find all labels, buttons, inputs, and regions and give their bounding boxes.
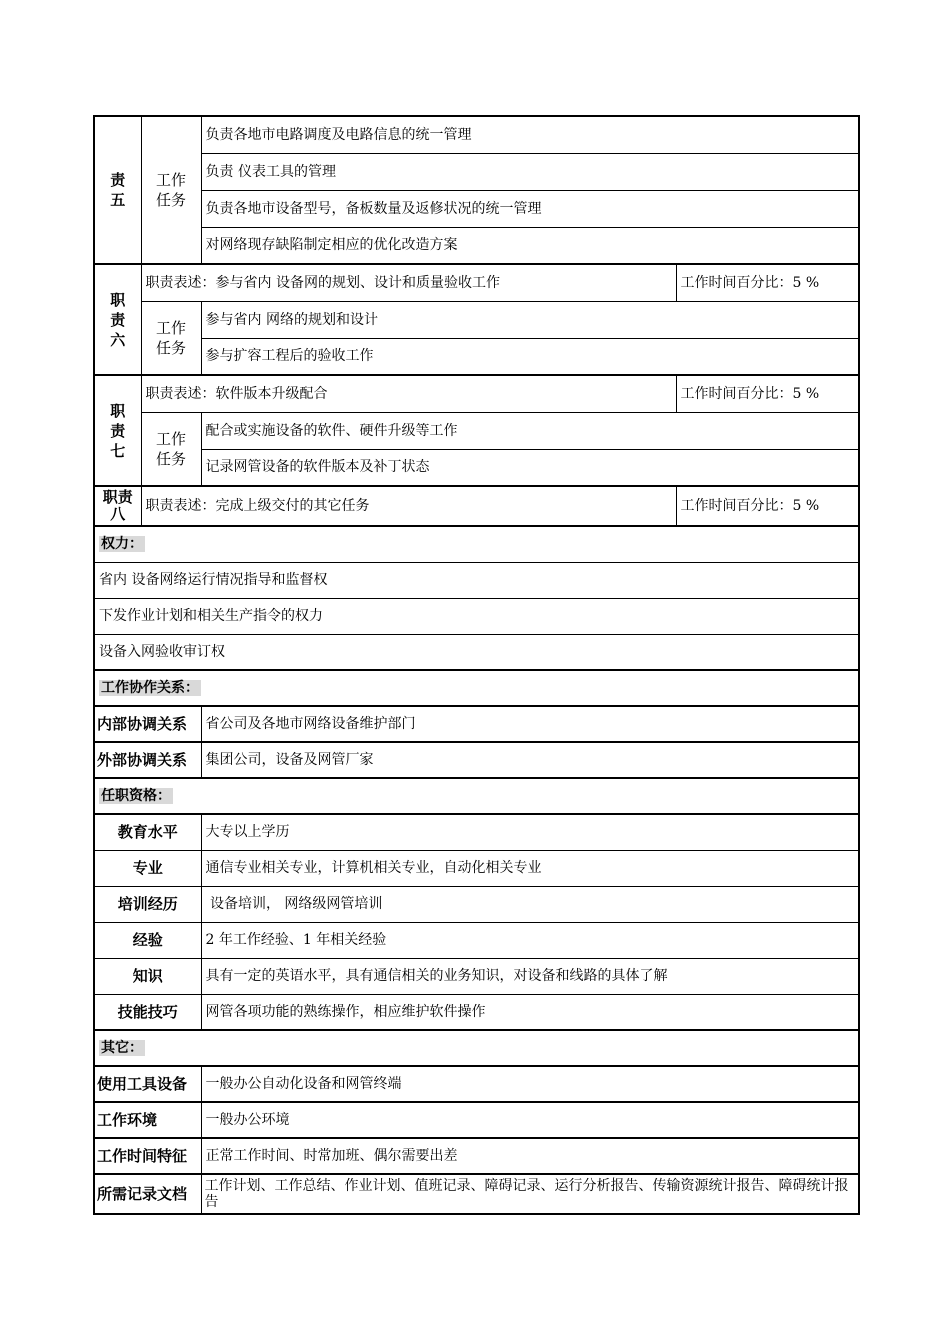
training-value: 设备培训， 网络级网管培训 bbox=[201, 886, 859, 922]
duty-5-task: 对网络现存缺陷制定相应的优化改造方案 bbox=[201, 227, 859, 264]
duty-7-label: 职 责 七 bbox=[94, 375, 141, 486]
records-value: 工作计划、工作总结、作业计划、值班记录、障碍记录、运行分析报告、传输资源统计报告、障碍统计报告 bbox=[201, 1174, 859, 1214]
work-time-value: 正常工作时间、时常加班、偶尔需要出差 bbox=[201, 1138, 859, 1174]
duty-7-task: 记录网管设备的软件版本及补丁状态 bbox=[201, 449, 859, 486]
duty-6-tasks-label: 工作 任务 bbox=[141, 301, 201, 375]
duty-5-label: 责 五 bbox=[94, 116, 141, 264]
power-item: 下发作业计划和相关生产指令的权力 bbox=[94, 598, 859, 634]
duty-7-description: 职责表述：软件版本升级配合 bbox=[141, 375, 676, 412]
duty-6-time-percent: 工作时间百分比：5 % bbox=[676, 264, 859, 301]
external-coordination-value: 集团公司，设备及网管厂家 bbox=[201, 742, 859, 778]
duty-5-tasks-label: 工作 任务 bbox=[141, 116, 201, 264]
duty-6-label: 职 责 六 bbox=[94, 264, 141, 375]
knowledge-value: 具有一定的英语水平，具有通信相关的业务知识，对设备和线路的具体了解 bbox=[201, 958, 859, 994]
skills-value: 网管各项功能的熟练操作，相应维护软件操作 bbox=[201, 994, 859, 1030]
tools-value: 一般办公自动化设备和网管终端 bbox=[201, 1066, 859, 1102]
experience-label: 经验 bbox=[94, 922, 201, 958]
duty-6-task: 参与省内 网络的规划和设计 bbox=[201, 301, 859, 338]
duty-7-task: 配合或实施设备的软件、硬件升级等工作 bbox=[201, 412, 859, 449]
knowledge-label: 知识 bbox=[94, 958, 201, 994]
major-label: 专业 bbox=[94, 850, 201, 886]
training-label: 培训经历 bbox=[94, 886, 201, 922]
major-value: 通信专业相关专业，计算机相关专业，自动化相关专业 bbox=[201, 850, 859, 886]
duty-8-time-percent: 工作时间百分比：5 % bbox=[676, 486, 859, 526]
internal-coordination-label: 内部协调关系 bbox=[94, 706, 201, 742]
education-value: 大专以上学历 bbox=[201, 814, 859, 850]
duty-5-task: 负责各地市电路调度及电路信息的统一管理 bbox=[201, 116, 859, 153]
other-section-header bbox=[94, 1030, 859, 1066]
duty-5-task: 负责各地市设备型号，备板数量及返修状况的统一管理 bbox=[201, 190, 859, 227]
duty-7-time-percent: 工作时间百分比：5 % bbox=[676, 375, 859, 412]
records-label: 所需记录文档 bbox=[94, 1174, 201, 1214]
internal-coordination-value: 省公司及各地市网络设备维护部门 bbox=[201, 706, 859, 742]
external-coordination-label: 外部协调关系 bbox=[94, 742, 201, 778]
duty-6-task: 参与扩容工程后的验收工作 bbox=[201, 338, 859, 375]
job-description-table bbox=[93, 115, 860, 1215]
environment-label: 工作环境 bbox=[94, 1102, 201, 1138]
other-title: 其它： bbox=[101, 1040, 143, 1056]
tools-label: 使用工具设备 bbox=[94, 1066, 201, 1102]
qualification-title: 任职资格： bbox=[101, 788, 171, 804]
education-label: 教育水平 bbox=[94, 814, 201, 850]
work-time-label: 工作时间特征 bbox=[94, 1138, 201, 1174]
environment-value: 一般办公环境 bbox=[201, 1102, 859, 1138]
power-title: 权力： bbox=[101, 536, 143, 553]
experience-value: 2 年工作经验、1 年相关经验 bbox=[201, 922, 859, 958]
duty-7-tasks-label: 工作 任务 bbox=[141, 412, 201, 486]
job-description-page bbox=[93, 115, 858, 1215]
duty-5-task: 负责 仪表工具的管理 bbox=[201, 153, 859, 190]
duty-8-label: 职责 八 bbox=[94, 486, 141, 526]
power-item: 设备入网验收审订权 bbox=[94, 634, 859, 670]
cooperation-section-header bbox=[94, 670, 859, 706]
skills-label: 技能技巧 bbox=[94, 994, 201, 1030]
power-section-header bbox=[94, 526, 859, 562]
duty-6-description: 职责表述：参与省内 设备网的规划、设计和质量验收工作 bbox=[141, 264, 676, 301]
qualification-section-header bbox=[94, 778, 859, 814]
cooperation-title: 工作协作关系： bbox=[101, 680, 199, 696]
duty-8-description: 职责表述：完成上级交付的其它任务 bbox=[141, 486, 676, 526]
power-item: 省内 设备网络运行情况指导和监督权 bbox=[94, 562, 859, 598]
